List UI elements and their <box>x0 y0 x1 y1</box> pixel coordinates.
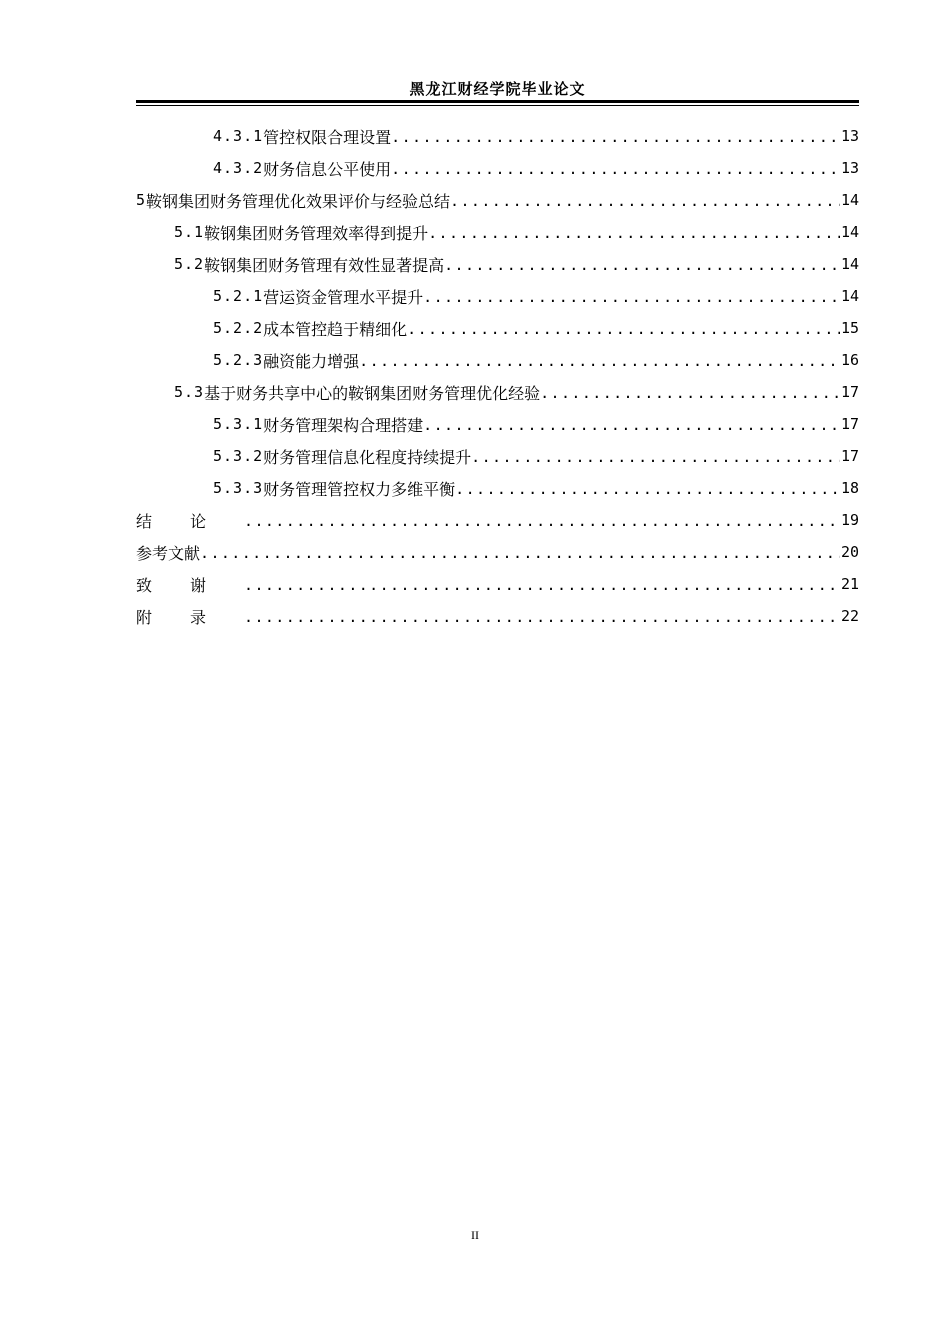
toc-entry-page: 17 <box>840 383 859 401</box>
toc-entry-page: 17 <box>840 415 859 433</box>
toc-leader-dots <box>423 416 840 434</box>
toc-entry-page: 20 <box>840 543 859 561</box>
toc-entry-acknowledgements[interactable] <box>136 568 859 600</box>
toc-entry-page: 14 <box>840 191 859 209</box>
toc-entry-page: 14 <box>840 223 859 241</box>
toc-entry-title: 成本管控趋于精细化 <box>263 319 408 339</box>
toc-entry[interactable] <box>136 184 859 216</box>
toc-leader-dots <box>444 256 840 274</box>
toc-leader-dots <box>471 448 840 466</box>
toc-entry-page: 16 <box>840 351 859 369</box>
toc-leader-dots <box>540 384 840 402</box>
toc-entry-title: 致谢 <box>136 575 245 595</box>
toc-entry-page: 17 <box>840 447 859 465</box>
toc-entry-title: 财务管理管控权力多维平衡 <box>263 479 456 499</box>
toc-entry-number: 4.3.2 <box>213 159 264 177</box>
toc-entry[interactable] <box>136 376 859 408</box>
toc-entry-number: 5.2.2 <box>213 319 264 337</box>
toc-entry-title: 鞍钢集团财务管理有效性显著提高 <box>204 255 445 275</box>
toc-leader-dots <box>391 128 840 146</box>
toc-entry-title: 财务管理信息化程度持续提升 <box>263 447 472 467</box>
toc-entry[interactable] <box>136 408 859 440</box>
footer-page-number: II <box>471 1228 479 1242</box>
toc-entry-number: 5.2 <box>174 255 205 273</box>
toc-leader-dots <box>244 576 840 594</box>
toc-entry-title: 管控权限合理设置 <box>263 127 392 147</box>
toc-entry-number: 5 <box>136 191 147 209</box>
toc-leader-dots <box>450 192 840 210</box>
toc-entry-title: 鞍钢集团财务管理效率得到提升 <box>204 223 429 243</box>
toc-leader-dots <box>428 224 840 242</box>
toc-entry[interactable] <box>136 344 859 376</box>
toc-entry-appendix[interactable] <box>136 600 859 632</box>
header-title: 黑龙江财经学院毕业论文 <box>409 80 586 98</box>
toc-entry[interactable] <box>136 152 859 184</box>
toc-entry[interactable] <box>136 216 859 248</box>
toc-entry-number: 4.3.1 <box>213 127 264 145</box>
toc-entry-title: 参考文献 <box>136 543 201 563</box>
toc-leader-dots <box>200 544 840 562</box>
header-rule-thick <box>136 100 859 103</box>
toc-leader-dots <box>423 288 840 306</box>
toc-entry[interactable] <box>136 472 859 504</box>
toc-entry-page: 14 <box>840 287 859 305</box>
toc-entry-title: 基于财务共享中心的鞍钢集团财务管理优化经验 <box>204 383 541 403</box>
toc-entry[interactable] <box>136 312 859 344</box>
toc-entry-number: 5.2.3 <box>213 351 264 369</box>
toc-entry-number: 5.3.2 <box>213 447 264 465</box>
toc-entry-conclusion[interactable] <box>136 504 859 536</box>
toc-leader-dots <box>244 608 840 626</box>
toc-entry-title: 财务信息公平使用 <box>263 159 392 179</box>
toc-entry[interactable] <box>136 248 859 280</box>
toc-entry-page: 21 <box>840 575 859 593</box>
toc-leader-dots <box>391 160 840 178</box>
toc-entry-title: 鞍钢集团财务管理优化效果评价与经验总结 <box>146 191 451 211</box>
toc-entry-title: 财务管理架构合理搭建 <box>263 415 424 435</box>
toc-entry-page: 13 <box>840 127 859 145</box>
toc-leader-dots <box>359 352 840 370</box>
toc-entry-page: 18 <box>840 479 859 497</box>
toc-entry-number: 5.1 <box>174 223 205 241</box>
toc-entry-title: 营运资金管理水平提升 <box>263 287 424 307</box>
toc-leader-dots <box>455 480 840 498</box>
toc-entry-title: 结论 <box>136 511 245 531</box>
toc-entry-number: 5.3.1 <box>213 415 264 433</box>
toc-entry[interactable] <box>136 440 859 472</box>
toc-entry[interactable] <box>136 120 859 152</box>
toc-entry-number: 5.3 <box>174 383 205 401</box>
toc-entry-number: 5.2.1 <box>213 287 264 305</box>
toc-entry-page: 15 <box>840 319 859 337</box>
toc-entry-title: 附录 <box>136 607 245 627</box>
toc-entry-number: 5.3.3 <box>213 479 264 497</box>
toc-entry-page: 22 <box>840 607 859 625</box>
toc-entry[interactable] <box>136 280 859 312</box>
header-rule-thin <box>136 105 859 106</box>
toc-entry-page: 19 <box>840 511 859 529</box>
toc-leader-dots <box>407 320 840 338</box>
toc-leader-dots <box>244 512 840 530</box>
toc-entry-references[interactable] <box>136 536 859 568</box>
toc-entry-page: 13 <box>840 159 859 177</box>
toc-entry-page: 14 <box>840 255 859 273</box>
table-of-contents <box>136 120 859 632</box>
toc-entry-title: 融资能力增强 <box>263 351 360 371</box>
